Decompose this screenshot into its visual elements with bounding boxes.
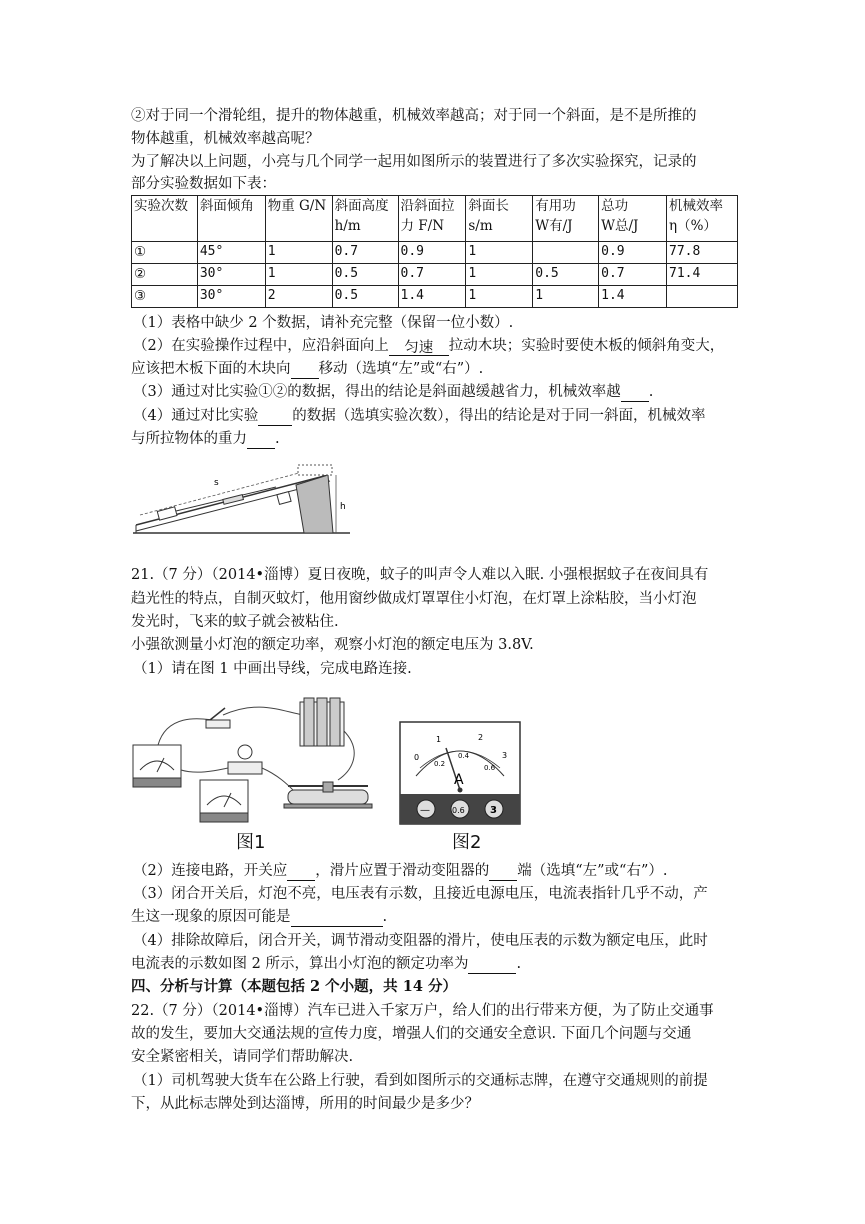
scale-1: 1: [436, 735, 442, 744]
answer-blank[interactable]: [258, 408, 292, 426]
q22-part-1-cont: 下，从此标志牌处到达淄博，所用的时间最少是多少？: [131, 1096, 479, 1112]
figure-2-caption: 图2: [452, 832, 482, 853]
table-cell: ③: [132, 286, 198, 308]
table-cell: 71.4: [667, 264, 738, 286]
q20-part-4: （4）通过对比实验 的数据（选填实验次数），得出的结论是对于同一斜面，机械效率: [133, 408, 706, 424]
q21-line-3: 发光时，飞来的蚊子就会被粘住.: [131, 614, 339, 630]
incline-figure: [128, 463, 360, 541]
q21-line-4: 小强欲测量小灯泡的额定功率，观察小灯泡的额定电压为 3.8V.: [131, 637, 534, 653]
figure-1-caption: 图1: [236, 832, 266, 853]
q21-line-2: 趋光性的特点，自制灭蚊灯，他用窗纱做成灯罩罩住小灯泡，在灯罩上涂粘胶，当小灯泡: [131, 591, 697, 607]
table-cell: 1: [466, 264, 533, 286]
table-cell: 1.4: [398, 286, 466, 308]
q20-part-3: （3）通过对比实验①②的数据，得出的结论是斜面越缓越省力，机械效率越 .: [133, 384, 654, 400]
table-cell: 45°: [197, 242, 265, 264]
table-header-cell: 沿斜面拉 力 F/N: [398, 196, 466, 242]
q21-part-4: （4）排除故障后，闭合开关，调节滑动变阻器的滑片，使电压表的示数为额定电压，此时: [133, 933, 708, 949]
table-cell: 1.4: [599, 286, 667, 308]
intro-line-2: 物体越重，机械效率越高呢？: [131, 131, 320, 147]
scale-0-6: 0.6: [484, 764, 496, 772]
table-header-cell: 有用功 W有/J: [533, 196, 599, 242]
answer-blank[interactable]: [621, 384, 649, 402]
table-cell: 0.7: [599, 264, 667, 286]
table-header-cell: 实验次数: [132, 196, 198, 242]
q22-line-2: 故的发生，要加大交通法规的宣传力度，增强人们的交通安全意识. 下面几个问题与交通: [131, 1026, 692, 1042]
terminal-3: 3: [490, 805, 497, 816]
table-cell: 1: [466, 286, 533, 308]
label-h: h: [340, 502, 346, 512]
q20-part-4-cont: 与所拉物体的重力 .: [131, 431, 280, 447]
terminal-0-6: 0.6: [452, 806, 465, 815]
table-cell: [533, 242, 599, 264]
q21-part-2: （2）连接电路，开关应 ，滑片应置于滑动变阻器的 端（选填“左”或“右”）.: [133, 863, 668, 879]
table-cell: 1: [533, 286, 599, 308]
table-cell: 77.8: [667, 242, 738, 264]
ammeter-figure: [398, 720, 522, 826]
q21-part-3-cont: 生这一现象的原因可能是 .: [131, 909, 388, 925]
q22-line-1: 22.（7 分）（2014•淄博）汽车已进入千家万户，给人们的出行带来方便，为了防止交通事: [131, 1003, 714, 1019]
circuit-figure: [128, 690, 378, 830]
q20-part-1: （1）表格中缺少 2 个数据，请补充完整（保留一位小数）.: [133, 315, 514, 331]
answer-blank[interactable]: [291, 361, 319, 379]
table-header-cell: 斜面倾角: [197, 196, 265, 242]
table-header-cell: 物重 G/N: [265, 196, 332, 242]
table-cell: 1: [265, 264, 332, 286]
terminal-minus: —: [420, 805, 430, 816]
table-row: [132, 242, 738, 264]
scale-2: 2: [478, 733, 484, 742]
experiment-table: [131, 195, 738, 308]
q21-part-1: （1）请在图 1 中画出导线，完成电路连接.: [133, 661, 412, 677]
table-cell: 30°: [197, 264, 265, 286]
label-s: s: [214, 478, 219, 488]
scale-0-4: 0.4: [458, 752, 470, 760]
answer-blank[interactable]: [291, 909, 383, 927]
table-header-cell: 机械效率 η（%）: [667, 196, 738, 242]
intro-line-4: 部分实验数据如下表：: [131, 176, 276, 192]
q21-part-3: （3）闭合开关后，灯泡不亮，电压表有示数，且接近电源电压，电流表指针几乎不动，产: [133, 886, 708, 902]
scale-0: 0: [414, 753, 420, 762]
answer-blank[interactable]: [247, 431, 275, 449]
section-title: 四、分析与计算（本题包括 2 个小题，共 14 分）: [131, 978, 457, 995]
table-cell: 1: [466, 242, 533, 264]
table-row: [132, 264, 738, 286]
answer-blank[interactable]: [489, 863, 517, 881]
table-header-row: [132, 196, 738, 242]
answer-blank[interactable]: [287, 863, 315, 881]
table-cell: ②: [132, 264, 198, 286]
table-cell: 2: [265, 286, 332, 308]
table-row: [132, 286, 738, 308]
table-cell: 0.7: [398, 264, 466, 286]
table-cell: 0.5: [332, 286, 398, 308]
answer-blank[interactable]: [468, 956, 516, 974]
q21-line-1: 21.（7 分）（2014•淄博）夏日夜晚，蚊子的叫声令人难以入眠. 小强根据蚊子在夜间具有: [131, 567, 709, 583]
intro-line-3: 为了解决以上问题，小亮与几个同学一起用如图所示的装置进行了多次实验探究，记录的: [131, 154, 697, 170]
table-cell: 0.9: [599, 242, 667, 264]
scale-0-2: 0.2: [434, 760, 446, 768]
answer-blank[interactable]: 匀速: [389, 338, 449, 356]
q20-part-2: （2）在实验操作过程中，应沿斜面向上 匀速 拉动木块；实验时要使木板的倾斜角变大，: [133, 338, 725, 356]
table-cell: 0.9: [398, 242, 466, 264]
q22-line-3: 安全紧密相关，请同学们帮助解决.: [131, 1049, 354, 1065]
table-header-cell: 斜面长 s/m: [466, 196, 533, 242]
table-header-cell: 总功 W总/J: [599, 196, 667, 242]
intro-line-1: ②对于同一个滑轮组，提升的物体越重，机械效率越高；对于同一个斜面，是不是所推的: [131, 108, 697, 124]
scale-3: 3: [502, 751, 508, 760]
table-cell: ①: [132, 242, 198, 264]
table-cell: 1: [265, 242, 332, 264]
table-cell: [667, 286, 738, 308]
q20-part-2-cont: 应该把木板下面的木块向 移动（选填“左”或“右”）.: [131, 361, 484, 377]
table-cell: 0.5: [533, 264, 599, 286]
table-cell: 0.5: [332, 264, 398, 286]
table-cell: 0.7: [332, 242, 398, 264]
q21-part-4-cont: 电流表的示数如图 2 所示，算出小灯泡的额定功率为 .: [131, 956, 522, 972]
q22-part-1: （1）司机驾驶大货车在公路上行驶，看到如图所示的交通标志牌，在遵守交通规则的前提: [133, 1073, 708, 1089]
table-header-cell: 斜面高度 h/m: [332, 196, 398, 242]
table-cell: 30°: [197, 286, 265, 308]
ammeter-unit-label: A: [454, 772, 464, 788]
